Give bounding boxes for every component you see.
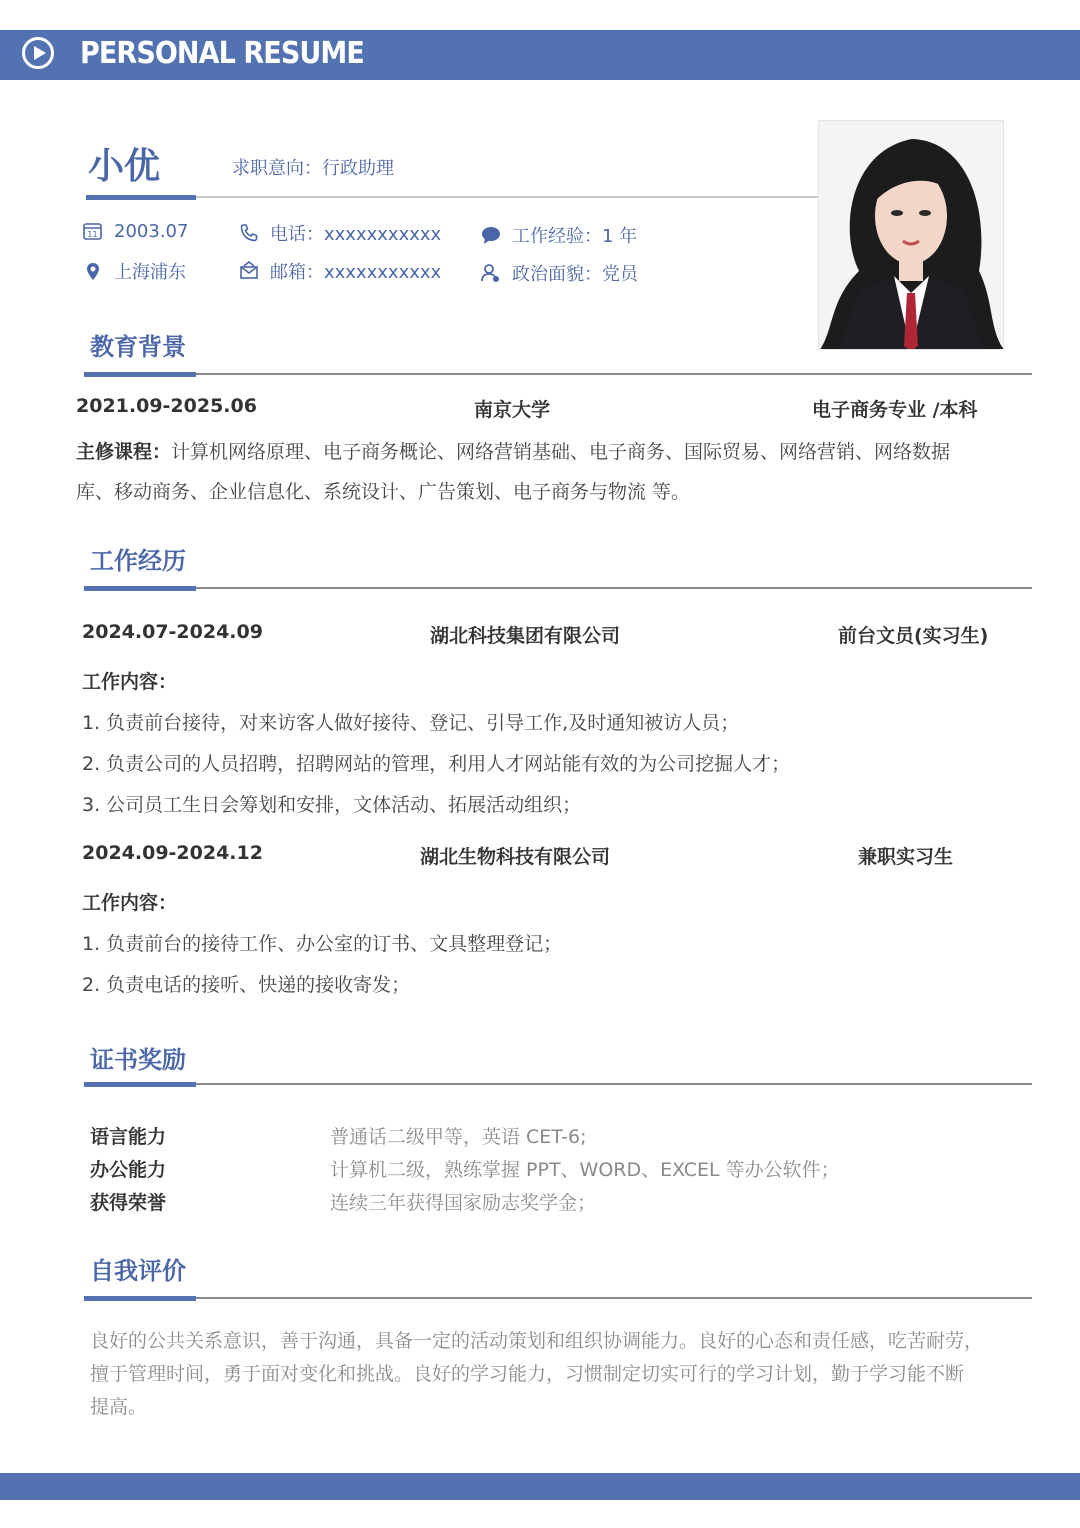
phone-text: 电话：xxxxxxxxxxx — [270, 224, 442, 245]
job-2-period: 2024.09-2024.12 — [82, 842, 263, 864]
section-bar-work — [84, 586, 196, 591]
section-bar-education — [84, 372, 196, 377]
chat-bubble-icon — [480, 224, 502, 246]
job-1-period: 2024.07-2024.09 — [82, 621, 263, 643]
job-2-item-2: 2. 负责电话的接听、快递的接收寄发； — [82, 974, 411, 996]
job-2-content-label: 工作内容： — [82, 892, 178, 914]
section-rule-education — [196, 373, 1032, 375]
location-text: 上海浦东 — [114, 262, 186, 283]
courses-line-1: 计算机网络原理、电子商务概论、网络营销基础、电子商务、国际贸易、网络营销、网络数据 — [171, 441, 951, 463]
job-1-content-label: 工作内容： — [82, 671, 178, 693]
cert-label-office: 办公能力 — [90, 1159, 167, 1181]
cert-label-honor: 获得荣誉 — [90, 1192, 167, 1214]
edu-courses — [76, 432, 1016, 512]
job-2-role: 兼职实习生 — [858, 846, 954, 868]
section-bar-self-eval — [84, 1296, 196, 1301]
birth-info — [82, 220, 188, 242]
politics-info — [480, 260, 638, 286]
email-info — [238, 258, 441, 284]
cert-value-honor: 连续三年获得国家励志奖学金； — [330, 1192, 597, 1214]
edu-period: 2021.09-2025.06 — [76, 395, 257, 417]
courses-label: 主修课程： — [76, 441, 172, 463]
location-info — [82, 258, 186, 284]
politics-text: 政治面貌：党员 — [512, 264, 638, 285]
phone-info — [238, 220, 441, 246]
banner-title: PERSONAL RESUME — [80, 36, 364, 71]
section-bar-certs — [84, 1082, 196, 1087]
section-title-self-eval: 自我评价 — [90, 1257, 186, 1285]
job-1-item-1: 1. 负责前台接待，对来访客人做好接待、登记、引导工作,及时通知被访人员； — [82, 712, 740, 734]
email-text: 邮箱：xxxxxxxxxxx — [270, 262, 442, 283]
self-eval-text — [90, 1325, 1030, 1424]
cert-value-office: 计算机二级，熟练掌握 PPT、WORD、EXCEL 等办公软件； — [330, 1159, 840, 1181]
profile-photo — [818, 120, 1004, 350]
candidate-name: 小优 — [88, 146, 161, 187]
calendar-icon — [82, 220, 104, 242]
edu-school: 南京大学 — [474, 399, 551, 421]
header-divider — [196, 196, 818, 198]
section-rule-self-eval — [196, 1297, 1032, 1299]
job-intent: 求职意向：行政助理 — [232, 158, 394, 179]
self-eval-line-3: 提高。 — [90, 1396, 148, 1418]
section-rule-work — [196, 587, 1032, 589]
job-1-role: 前台文员(实习生) — [838, 625, 989, 647]
section-title-work: 工作经历 — [90, 547, 186, 575]
experience-info — [480, 222, 637, 248]
job-1-item-3: 3. 公司员工生日会筹划和安排，文体活动、拓展活动组织； — [82, 794, 582, 816]
section-title-certs: 证书奖励 — [90, 1046, 186, 1074]
self-eval-line-1: 良好的公共关系意识，善于沟通，具备一定的活动策划和组织协调能力。良好的心态和责任感，吃苦耐劳， — [90, 1330, 984, 1352]
section-rule-certs — [196, 1083, 1032, 1085]
job-1-company: 湖北科技集团有限公司 — [430, 625, 621, 647]
bottom-bar — [0, 1473, 1080, 1500]
job-1-item-2: 2. 负责公司的人员招聘，招聘网站的管理，利用人才网站能有效的为公司挖掘人才； — [82, 753, 791, 775]
location-pin-icon — [82, 260, 104, 282]
experience-text: 工作经验：1 年 — [512, 226, 638, 247]
top-banner — [0, 30, 1080, 80]
svg-text:11: 11 — [87, 230, 98, 239]
envelope-icon — [238, 260, 260, 282]
cert-value-language: 普通话二级甲等，英语 CET-6; — [330, 1126, 587, 1148]
section-title-education: 教育背景 — [90, 333, 186, 361]
user-icon — [480, 262, 502, 284]
edu-major: 电子商务专业 /本科 — [812, 399, 978, 421]
name-underline — [86, 195, 196, 200]
play-circle-icon — [22, 37, 54, 69]
courses-line-2: 库、移动商务、企业信息化、系统设计、广告策划、电子商务与物流 等。 — [76, 481, 691, 503]
phone-icon — [238, 222, 260, 244]
job-2-item-1: 1. 负责前台的接待工作、办公室的订书、文具整理登记； — [82, 933, 563, 955]
job-2-company: 湖北生物科技有限公司 — [420, 846, 611, 868]
cert-label-language: 语言能力 — [90, 1126, 167, 1148]
birth-date: 2003.07 — [114, 220, 189, 242]
self-eval-line-2: 擅于管理时间，勇于面对变化和挑战。良好的学习能力，习惯制定切实可行的学习计划，勤于学习能不断 — [90, 1363, 965, 1385]
